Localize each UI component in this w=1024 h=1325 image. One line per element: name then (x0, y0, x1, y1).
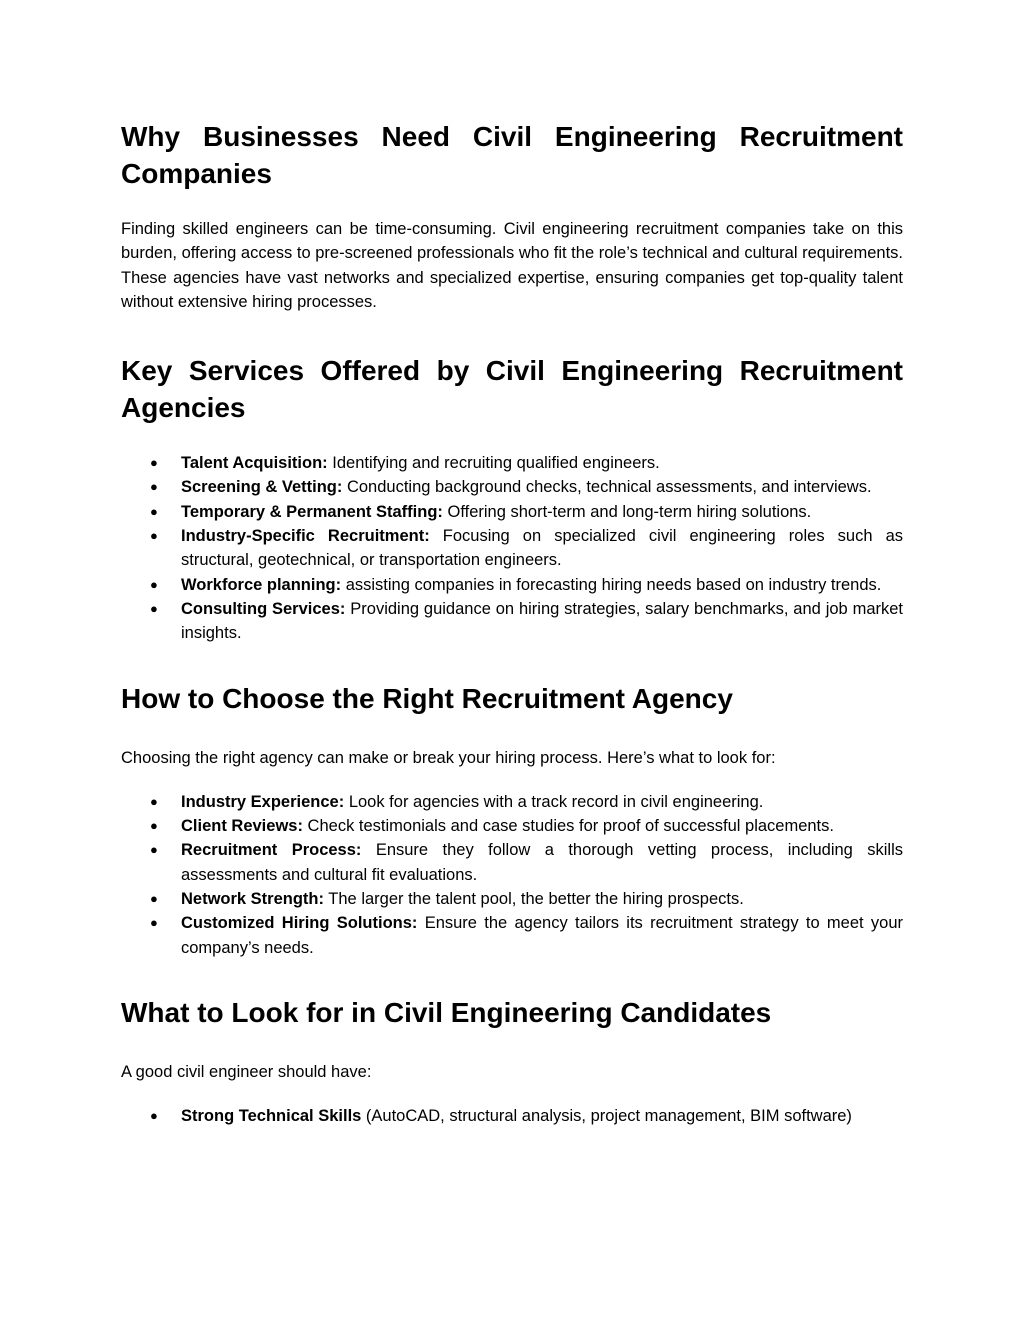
heading-key-services: Key Services Offered by Civil Engineering Recruitment Agencies (121, 355, 903, 424)
document-page (121, 118, 903, 1129)
list-item-term: Industry Experience: (181, 792, 345, 811)
list-item (121, 790, 903, 814)
bullet-icon: ● (150, 915, 158, 931)
list-item (121, 597, 903, 646)
list-item-term: Screening & Vetting: (181, 478, 343, 497)
list-item-term: Consulting Services: (181, 599, 346, 618)
list-item-desc: Conducting background checks, technical assessments, and interviews. (342, 478, 872, 497)
candidates-list (121, 1104, 903, 1128)
list-item-desc: Look for agencies with a track record in civil engineering. (344, 792, 764, 811)
list-item-desc: Focusing on specialized civil engineering roles such as structural, geotechnical, or transportation engineers. (181, 527, 903, 570)
bullet-icon: ● (150, 503, 158, 519)
list-item (121, 1104, 903, 1128)
list-item-desc: assisting companies in forecasting hiring needs based on industry trends. (341, 575, 882, 594)
heading-choose-agency: How to Choose the Right Recruitment Agency (121, 682, 733, 714)
bullet-icon: ● (150, 793, 158, 809)
bullet-icon: ● (150, 479, 158, 495)
list-item-term: Client Reviews: (181, 817, 303, 836)
bullet-icon: ● (150, 1108, 158, 1124)
list-item-term: Customized Hiring Solutions: (181, 914, 418, 933)
list-item (121, 573, 903, 597)
list-item-term: Network Strength: (181, 890, 325, 909)
list-item-desc: Identifying and recruiting qualified engineers. (327, 454, 660, 473)
list-item-desc: The larger the talent pool, the better the hiring prospects. (324, 890, 744, 909)
list-item (121, 524, 903, 573)
paragraph-choose-intro: Choosing the right agency can make or break your hiring process. Here’s what to look for: (121, 748, 776, 767)
paragraph-candidates-intro: A good civil engineer should have: (121, 1062, 372, 1081)
list-item-desc: Offering short-term and long-term hiring solutions. (442, 502, 812, 521)
choose-criteria-list (121, 790, 903, 960)
list-item-term: Workforce planning: (181, 575, 342, 594)
bullet-icon: ● (150, 528, 158, 544)
services-list (121, 451, 903, 645)
list-item (121, 814, 903, 838)
list-item-term: Talent Acquisition: (181, 454, 328, 473)
heading-why-businesses: Why Businesses Need Civil Engineering Recruitment Companies (121, 121, 903, 189)
list-item-term: Strong Technical Skills (181, 1107, 362, 1126)
paragraph-why-businesses: Finding skilled engineers can be time-consuming. Civil engineering recruitment companies take on this burden, offering access to pre-screened professionals who fit the role’s technical and cultural requirements. These agencies have vast networks and specialized expertise, ensuring companies get top-quality talent without extensive hiring processes. (121, 220, 903, 311)
list-item (121, 500, 903, 524)
list-item-desc: Ensure the agency tailors its recruitment strategy to meet your company’s needs. (181, 914, 903, 957)
list-item-term: Recruitment Process: (181, 841, 362, 860)
bullet-icon: ● (150, 818, 158, 834)
bullet-icon: ● (150, 891, 158, 907)
list-item-term: Industry-Specific Recruitment: (181, 527, 430, 546)
list-item (121, 911, 903, 960)
list-item-desc: Providing guidance on hiring strategies, salary benchmarks, and job market insights. (181, 599, 903, 643)
list-item-term: Temporary & Permanent Staffing: (181, 502, 443, 521)
list-item (121, 475, 903, 499)
list-item (121, 451, 903, 475)
bullet-icon: ● (150, 455, 158, 471)
list-item-desc: (AutoCAD, structural analysis, project management, BIM software) (361, 1107, 852, 1126)
list-item-desc: Ensure they follow a thorough vetting process, including skills assessments and cultural fit evaluations. (181, 841, 904, 884)
bullet-icon: ● (150, 600, 158, 616)
bullet-icon: ● (150, 842, 158, 858)
heading-candidates: What to Look for in Civil Engineering Candidates (121, 996, 772, 1028)
list-item (121, 838, 903, 887)
list-item (121, 887, 903, 911)
bullet-icon: ● (150, 576, 158, 592)
list-item-desc: Check testimonials and case studies for proof of successful placements. (302, 817, 834, 836)
